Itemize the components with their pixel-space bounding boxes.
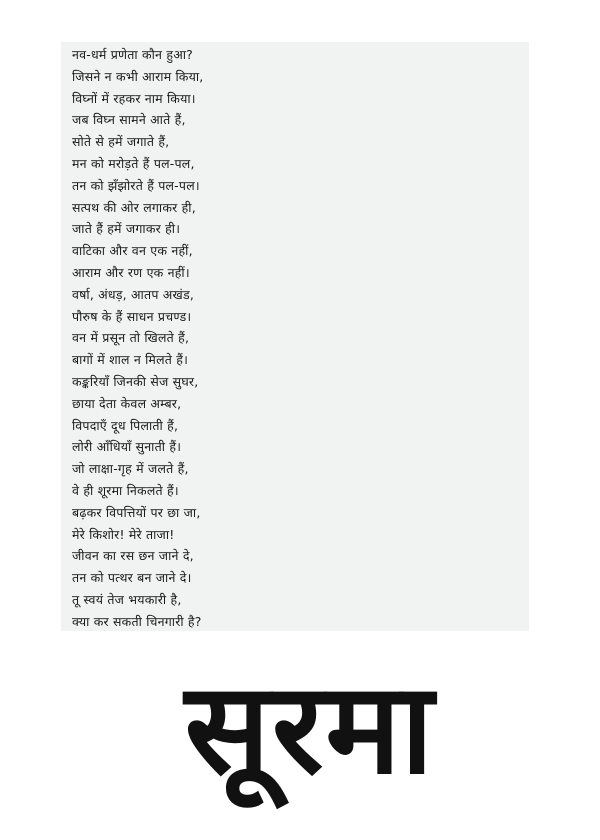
poem-line: तन को पत्थर बन जाने दे। — [72, 570, 192, 586]
poem-line: पौरुष के हैं साधन प्रचण्ड। — [72, 308, 192, 324]
poem-line: वर्षा, अंधड़, आतप अखंड, — [72, 286, 195, 302]
poem-line: छाया देता केवल अम्बर, — [72, 395, 182, 411]
poem-line: वे ही शूरमा निकलते हैं। — [72, 482, 179, 498]
poem-line: जो लाक्षा-गृह में जलते हैं, — [72, 461, 189, 477]
poem-title: सूरमा — [184, 654, 436, 802]
poem-line: कङ्करियाँ जिनकी सेज सुघर, — [72, 373, 199, 389]
poem-line: मेरे किशोर! मेरे ताजा! — [72, 526, 175, 542]
poem-panel — [61, 42, 529, 631]
poem-line: वन में प्रसून तो खिलते हैं, — [72, 330, 190, 346]
poem-line: वाटिका और वन एक नहीं, — [72, 243, 193, 259]
poem-line: सोते से हमें जगाते हैं, — [72, 134, 170, 150]
poem-line: नव-धर्म प्रणेता कौन हुआ? — [72, 47, 194, 62]
poem-line: जीवन का रस छन जाने दे, — [72, 548, 194, 564]
poem-line: तू स्वयं तेज भयकारी है, — [72, 591, 182, 607]
poem-line: बागों में शाल न मिलते हैं। — [72, 352, 189, 368]
poem-line: विपदाएँ दूध पिलाती हैं, — [72, 417, 179, 433]
poem-line: तन को झँझोरते हैं पल-पल। — [72, 177, 200, 193]
poem-line: मन को मरोड़ते हैं पल-पल, — [72, 155, 195, 171]
poem-line: जब विघ्न सामने आते हैं, — [72, 112, 186, 128]
title-area — [0, 648, 600, 840]
poem-line: क्या कर सकती चिनगारी है? — [72, 613, 202, 629]
poem-line: जाते हैं हमें जगाकर ही। — [72, 221, 181, 237]
poem-line: लोरी आँधियाँ सुनाती हैं। — [72, 439, 182, 455]
poem-line: आराम और रण एक नहीं। — [72, 264, 190, 280]
poem-line: जिसने न कभी आराम किया, — [72, 68, 204, 84]
poem-line: बढ़कर विपत्तियों पर छा जा, — [72, 504, 201, 520]
poem-line: विघ्नों में रहकर नाम किया। — [72, 90, 196, 106]
poem-line: सत्पथ की ओर लगाकर ही, — [72, 199, 196, 215]
